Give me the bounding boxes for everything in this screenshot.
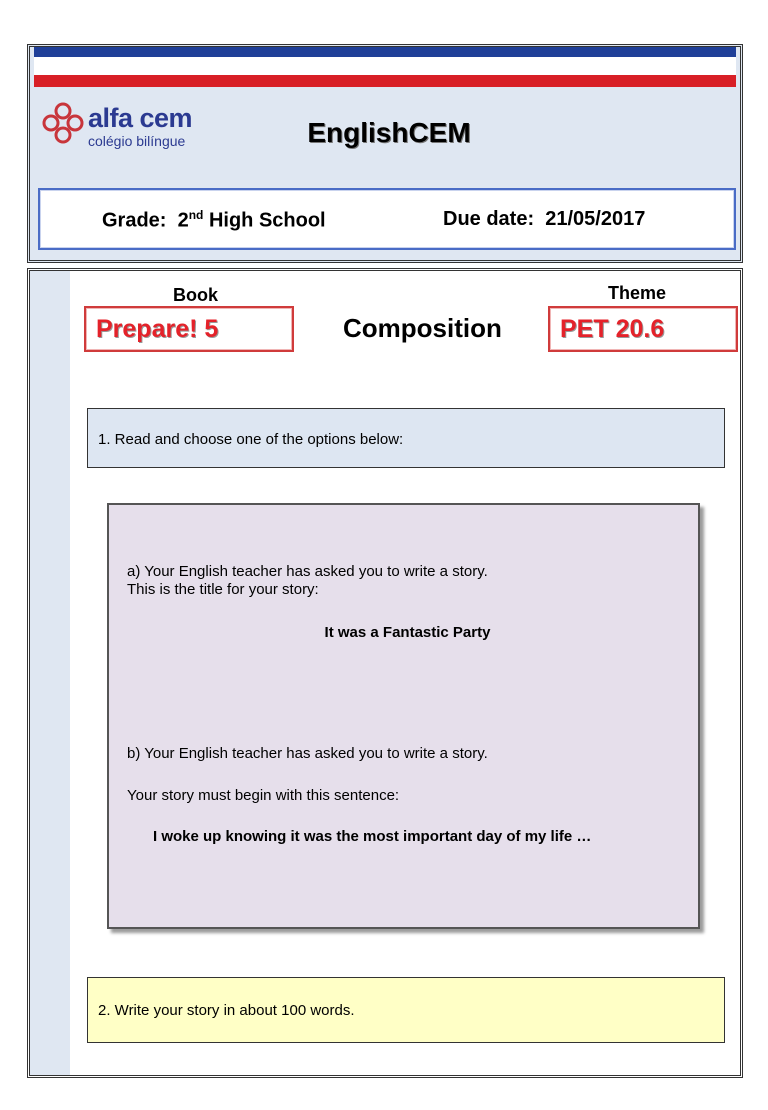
white-stripe xyxy=(34,57,736,75)
grade-label: Grade: xyxy=(102,209,167,232)
task1-instruction: 1. Read and choose one of the options below: xyxy=(98,431,404,448)
task2-box xyxy=(87,977,725,1043)
theme-value: PET 20.6 xyxy=(560,315,665,343)
book-value: Prepare! 5 xyxy=(96,315,219,343)
option-a-line2: This is the title for your story: xyxy=(127,581,319,598)
theme-box xyxy=(548,306,738,352)
due-date-value: 21/05/2017 xyxy=(545,208,646,230)
option-b-opening-sentence: I woke up knowing it was the most important day of my life … xyxy=(153,828,592,845)
main-panel xyxy=(27,268,743,1078)
grade-info xyxy=(102,208,326,233)
logo-name: alfa cem xyxy=(88,103,193,133)
grade-suffix: nd xyxy=(188,208,204,222)
task1-box xyxy=(87,408,725,468)
option-b-line2: Your story must begin with this sentence: xyxy=(127,787,400,804)
options-box xyxy=(107,503,700,929)
book-label: Book xyxy=(173,285,218,305)
task2-instruction: 2. Write your story in about 100 words. xyxy=(98,1002,355,1019)
book-box xyxy=(84,306,294,352)
option-a-story-title: It was a Fantastic Party xyxy=(324,624,491,641)
option-a-line1: a) Your English teacher has asked you to write a story. xyxy=(127,563,488,580)
logo-subtitle: colégio bilíngue xyxy=(88,133,186,149)
header-panel xyxy=(27,44,743,263)
due-date-label: Due date: xyxy=(443,208,535,230)
blue-stripe xyxy=(34,47,736,57)
grade-level: High School xyxy=(208,209,326,232)
option-b-line1: b) Your English teacher has asked you to write a story. xyxy=(127,745,488,762)
page-title: EnglishCEM xyxy=(307,117,471,148)
composition-heading: Composition xyxy=(343,313,502,343)
info-box xyxy=(38,188,736,250)
theme-label: Theme xyxy=(608,283,667,303)
grade-number: 2 xyxy=(177,209,189,232)
left-margin-strip xyxy=(30,271,70,1075)
red-stripe xyxy=(34,75,736,87)
due-date-info xyxy=(443,208,645,231)
